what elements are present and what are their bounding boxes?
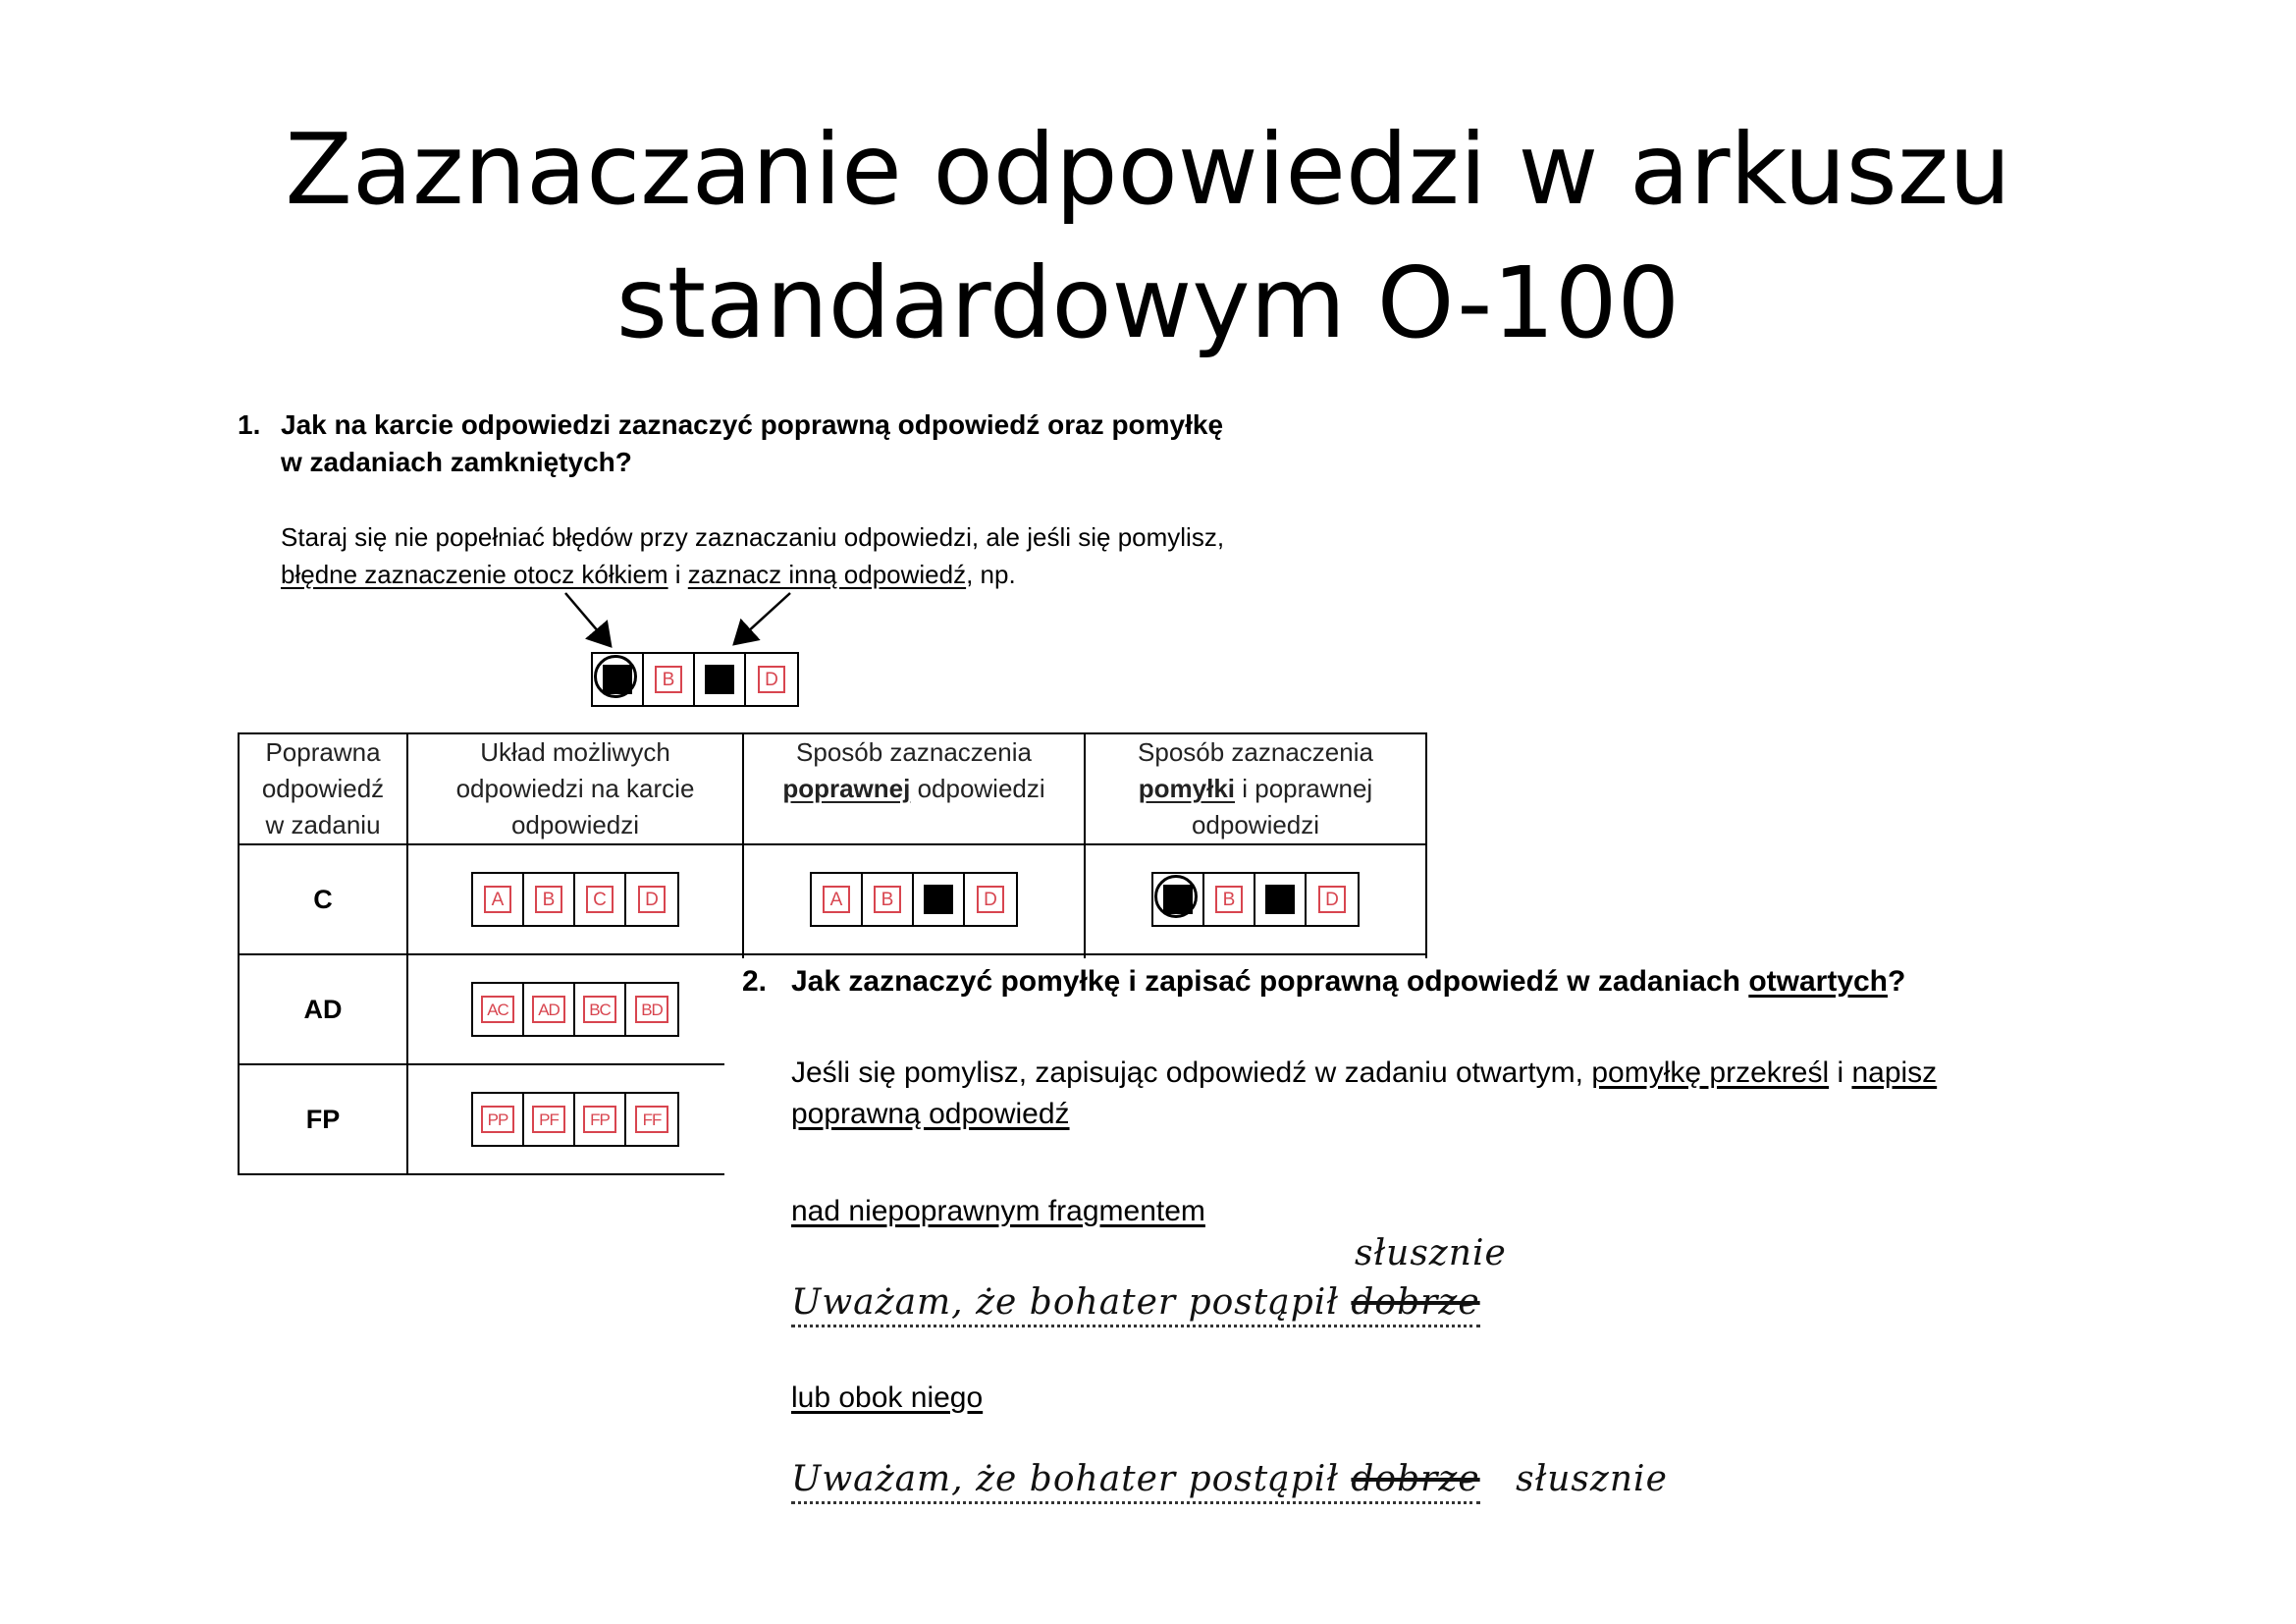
row-label: AD <box>239 954 407 1064</box>
option-letter: AC <box>481 996 514 1023</box>
header-emphasis: pomyłki <box>1138 774 1236 803</box>
row-correct-marking-cell <box>743 844 1085 954</box>
struck-word: dobrze <box>1351 1459 1480 1499</box>
option-letter: B <box>1215 886 1243 913</box>
example-box-d <box>746 654 797 705</box>
circle-mark <box>594 655 637 698</box>
option-letter: A <box>823 886 850 913</box>
question-1-line1: Jak na karcie odpowiedzi zaznaczyć poprawną odpowiedź oraz pomyłkę <box>281 409 1224 440</box>
sentence-text: Uważam, że bohater postąpił <box>791 1282 1339 1323</box>
sentence-2-text <box>791 1459 1480 1504</box>
option-letter: FP <box>583 1106 616 1133</box>
instructions-write: napisz <box>1851 1056 1938 1089</box>
label-above-fragment <box>791 1192 1205 1231</box>
header-correct-answer <box>239 733 407 844</box>
instructions-mark-other: zaznacz inną odpowiedź <box>687 560 967 589</box>
table-row <box>239 844 1426 954</box>
question-2-number: 2. <box>742 965 768 998</box>
question-1-text <box>281 406 1223 481</box>
label-beside-fragment <box>791 1379 983 1418</box>
label-beside-text: lub obok niego <box>791 1381 984 1414</box>
struck-word: dobrze <box>1351 1282 1480 1323</box>
header-text: Sposób zaznaczenia <box>796 737 1032 767</box>
option-letter: B <box>655 666 682 693</box>
instructions-strike-out: pomyłkę przekreśl <box>1591 1056 1830 1089</box>
answer-boxes <box>810 872 1018 927</box>
option-letter: BC <box>583 996 616 1023</box>
filled-mark <box>924 885 953 914</box>
row-options-cell <box>407 1064 743 1174</box>
option-letter: D <box>1318 886 1346 913</box>
header-text: odpowiedzi na karcie <box>455 774 695 803</box>
row-options-cell <box>407 954 743 1064</box>
question-1-number: 1. <box>238 409 261 440</box>
option-letter: BD <box>635 996 668 1023</box>
option-letter: FF <box>635 1106 668 1133</box>
header-text: w zadaniu <box>265 810 381 839</box>
instructions-circle-mistake: błędne zaznaczenie otocz kółkiem <box>281 560 668 589</box>
question-2-end: ? <box>1888 965 1906 998</box>
option-letter: AD <box>532 996 565 1023</box>
instructions-conjunction: i <box>1829 1056 1852 1089</box>
answer-boxes <box>471 872 679 927</box>
question-1-instructions <box>281 518 1224 593</box>
instructions-conjunction: i <box>667 560 688 589</box>
example-arrows <box>550 589 805 658</box>
header-layout <box>407 733 743 844</box>
circle-mark <box>1154 875 1198 918</box>
slide-title-line1: Zaznaczanie odpowiedzi w arkuszu <box>285 112 2011 227</box>
option-letter: D <box>758 666 785 693</box>
sentence-1-text <box>791 1282 1480 1327</box>
header-correct-marking <box>743 733 1085 844</box>
option-letter: B <box>535 886 562 913</box>
row-options-cell <box>407 844 743 954</box>
label-above-text: nad niepoprawnym fragmentem <box>791 1195 1205 1227</box>
example-box-c <box>695 654 746 705</box>
option-letter: B <box>874 886 901 913</box>
question-2-instructions <box>791 1053 1937 1135</box>
header-text: Układ możliwych <box>480 737 670 767</box>
question-2-emphasis: otwartych <box>1748 965 1889 998</box>
sentence-text: Uważam, że bohater postąpił <box>791 1459 1339 1499</box>
option-letter: A <box>484 886 511 913</box>
instructions-line1: Staraj się nie popełniać błędów przy zaznaczaniu odpowiedzi, ale jeśli się pomylisz, <box>281 522 1225 552</box>
handwritten-correction-above: słusznie <box>1355 1233 1507 1273</box>
option-letter: D <box>977 886 1004 913</box>
instructions-end: , np. <box>966 560 1016 589</box>
handwritten-correction-beside: słusznie <box>1516 1459 1668 1499</box>
example-box-a <box>593 654 644 705</box>
header-mistake-marking <box>1085 733 1426 844</box>
row-mistake-marking-cell <box>1085 844 1426 954</box>
option-letter: PP <box>481 1106 514 1133</box>
question-1-line2: w zadaniach zamkniętych? <box>281 447 632 477</box>
handwritten-sentence-1 <box>791 1282 1480 1323</box>
example-answer-boxes <box>591 652 799 707</box>
row-label: FP <box>239 1064 407 1174</box>
answer-boxes <box>471 1092 679 1147</box>
header-text: odpowiedzi <box>910 774 1045 803</box>
filled-mark <box>705 665 734 694</box>
answer-boxes <box>471 982 679 1037</box>
question-2-lead: Jak zaznaczyć pomyłkę i zapisać poprawną odpowiedź w zadaniach <box>791 965 1749 998</box>
header-emphasis: poprawnej <box>782 774 911 803</box>
answer-boxes <box>1151 872 1360 927</box>
slide-title-line2: standardowym O-100 <box>615 245 1681 360</box>
header-text: odpowiedzi <box>1191 810 1320 839</box>
arrow-to-new-mark <box>734 593 790 644</box>
option-letter: PF <box>532 1106 565 1133</box>
arrow-to-circled-mark <box>565 593 611 646</box>
instructions-write-correct: poprawną odpowiedź <box>791 1098 1070 1130</box>
row-label: C <box>239 844 407 954</box>
option-letter: C <box>586 886 614 913</box>
instructions-lead: Jeśli się pomylisz, zapisując odpowiedź w zadaniu otwartym, <box>791 1056 1592 1089</box>
header-text: odpowiedzi <box>510 810 640 839</box>
header-text: odpowiedź <box>261 774 385 803</box>
filled-mark <box>1265 885 1295 914</box>
header-text: i poprawnej <box>1235 774 1373 803</box>
handwritten-sentence-2 <box>791 1459 1668 1499</box>
header-text: Poprawna <box>265 737 381 767</box>
slide-title <box>0 103 2296 370</box>
example-box-b <box>644 654 695 705</box>
header-text: Sposób zaznaczenia <box>1138 737 1373 767</box>
question-2-text <box>791 962 1905 1001</box>
option-letter: D <box>638 886 666 913</box>
